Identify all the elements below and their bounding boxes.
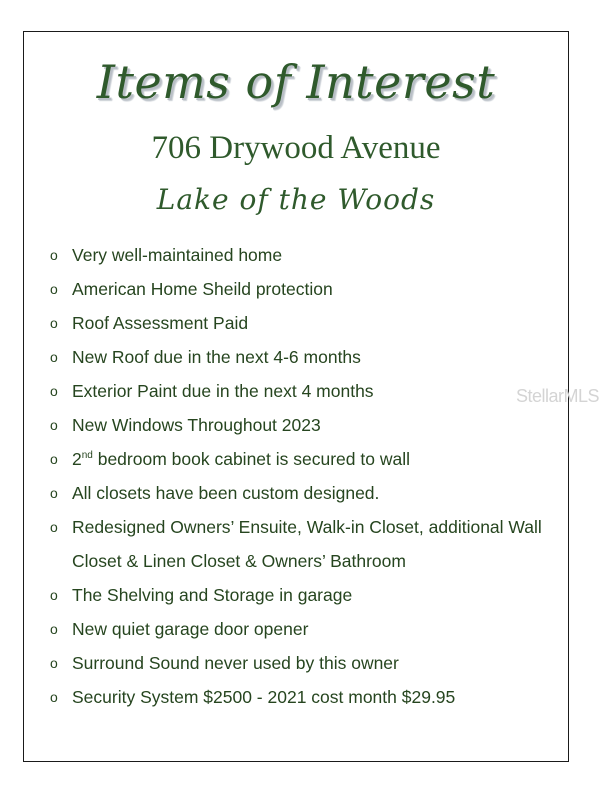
- community-name: Lake of the Woods: [156, 183, 436, 216]
- bullet-icon: o: [50, 485, 58, 501]
- bullet-icon: o: [50, 655, 58, 671]
- bullet-icon: o: [50, 383, 58, 399]
- list-item-text: Surround Sound never used by this owner: [72, 653, 399, 673]
- list-item: [44, 578, 564, 612]
- list-item-text: New Windows Throughout 2023: [72, 415, 321, 435]
- bullet-icon: o: [50, 315, 58, 331]
- list-item-text: [72, 442, 564, 476]
- list-item: [44, 374, 564, 408]
- watermark: StellarMLS: [516, 386, 600, 406]
- bullet-icon: o: [50, 349, 58, 365]
- list-item: [44, 306, 564, 340]
- list-item: [44, 612, 564, 646]
- page-title: Items of Interest: [96, 55, 496, 109]
- list-item: [44, 646, 564, 680]
- features-list: [44, 238, 564, 714]
- list-item-text: New quiet garage door opener: [72, 619, 309, 639]
- list-item: [44, 442, 564, 476]
- list-item-text: All closets have been custom designed.: [72, 483, 380, 503]
- ordinal-suffix: nd: [81, 450, 93, 462]
- list-item: [44, 680, 564, 714]
- list-item-text-rest: bedroom book cabinet is secured to wall: [92, 449, 410, 469]
- list-item-text: Security System $2500 - 2021 cost month $29.95: [72, 687, 456, 707]
- list-item-text: American Home Sheild protection: [72, 279, 333, 299]
- bullet-icon: o: [50, 417, 58, 433]
- list-item: [44, 272, 564, 306]
- list-item: [44, 408, 564, 442]
- list-item-text: Very well-maintained home: [72, 245, 283, 265]
- list-item: [44, 476, 564, 510]
- bullet-icon: o: [50, 689, 58, 705]
- bullet-icon: o: [50, 247, 58, 263]
- bullet-icon: o: [50, 451, 58, 467]
- bullet-icon: o: [50, 519, 58, 535]
- list-item-text: Redesigned Owners’ Ensuite, Walk-in Closet, additional Wall Closet & Linen Closet & Owners’ Bathroom: [72, 517, 542, 571]
- ordinal-number: 2: [72, 449, 82, 469]
- bullet-icon: o: [50, 621, 58, 637]
- list-item-text: Exterior Paint due in the next 4 months: [72, 381, 374, 401]
- bullet-icon: o: [50, 587, 58, 603]
- list-item: [44, 510, 564, 578]
- bullet-icon: o: [50, 281, 58, 297]
- list-item: [44, 340, 564, 374]
- property-address: 706 Drywood Avenue: [151, 130, 441, 166]
- list-item-text: New Roof due in the next 4-6 months: [72, 347, 361, 367]
- list-item-text: Roof Assessment Paid: [72, 313, 249, 333]
- list-item-text: The Shelving and Storage in garage: [72, 585, 353, 605]
- list-item: [44, 238, 564, 272]
